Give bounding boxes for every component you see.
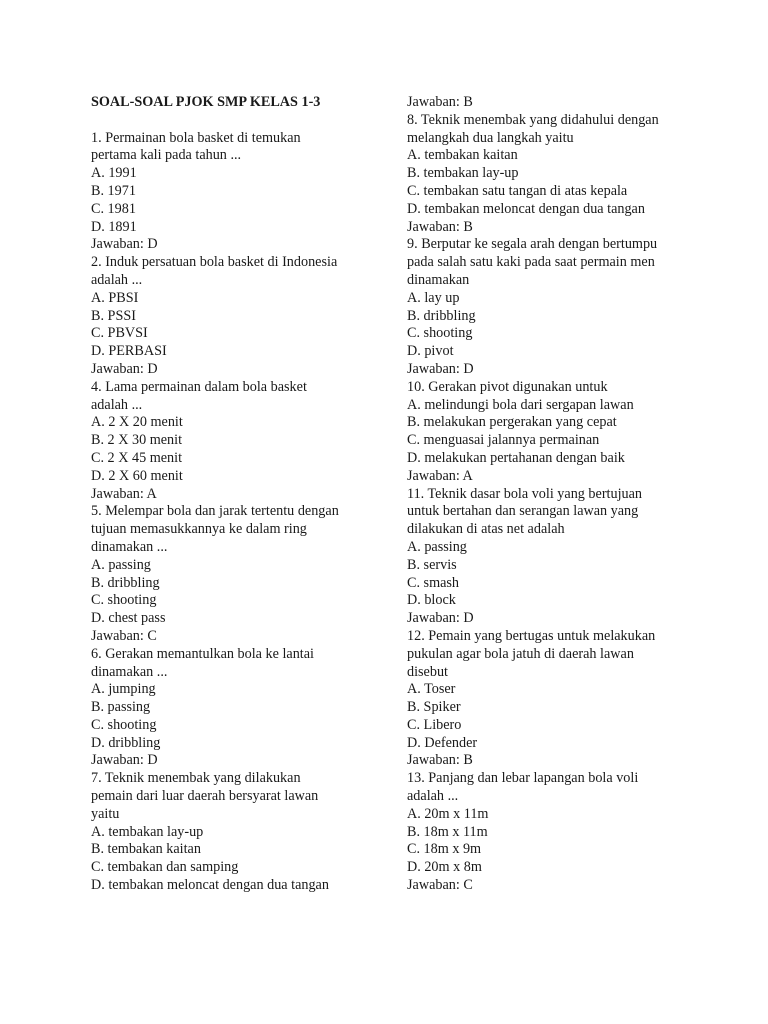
- answer-option: D. block: [407, 592, 456, 609]
- answer-option: D. 1891: [91, 218, 137, 235]
- answer-option: C. Libero: [407, 716, 462, 733]
- question-text: tujuan memasukkannya ke dalam ring: [91, 521, 307, 538]
- answer-option: B. 1971: [91, 182, 136, 199]
- answer-option: C. tembakan satu tangan di atas kepala: [407, 182, 628, 199]
- answer-option: A. 20m x 11m: [407, 805, 489, 822]
- question-text: yaitu: [91, 805, 120, 822]
- question-text: melangkah dua langkah yaitu: [407, 129, 574, 146]
- answer-option: D. tembakan meloncat dengan dua tangan: [91, 877, 329, 894]
- question-text: pada salah satu kaki pada saat permain men: [407, 254, 655, 271]
- question-block: [91, 130, 391, 255]
- answer-option: A. tembakan lay-up: [91, 823, 204, 840]
- answer-option: D. dribbling: [91, 734, 161, 751]
- answer-option: B. 2 X 30 menit: [91, 432, 183, 449]
- answer-option: B. 18m x 11m: [407, 823, 488, 840]
- question-text: 2. Induk persatuan bola basket di Indonesia: [91, 254, 338, 271]
- question-block: [91, 770, 391, 895]
- question-text: 9. Berputar ke segala arah dengan bertumpu: [407, 236, 658, 253]
- answer-option: D. chest pass: [91, 610, 166, 627]
- answer-option: A. 2 X 20 menit: [91, 414, 183, 431]
- question-text: adalah ...: [407, 788, 459, 805]
- question-block: [91, 254, 391, 379]
- question-text: 7. Teknik menembak yang dilakukan: [91, 770, 301, 787]
- answer-option: A. jumping: [91, 681, 156, 698]
- question-text: 12. Pemain yang bertugas untuk melakukan: [407, 627, 656, 644]
- answer-option: B. dribbling: [91, 574, 160, 591]
- answer-option: B. PSSI: [91, 307, 136, 324]
- question-block: [407, 628, 707, 770]
- question-block: [407, 486, 707, 628]
- left-question-list: [91, 130, 391, 895]
- answer-option: B. dribbling: [407, 307, 476, 324]
- question-text: dinamakan ...: [91, 663, 168, 680]
- answer-key: Jawaban: B: [407, 752, 473, 769]
- answer-option: A. 1991: [91, 165, 137, 182]
- right-column: [407, 94, 707, 895]
- left-column: [91, 94, 391, 895]
- question-text: dilakukan di atas net adalah: [407, 521, 565, 538]
- answer-option: D. 20m x 8m: [407, 859, 482, 876]
- answer-option: B. melakukan pergerakan yang cepat: [407, 414, 617, 431]
- question-text: 5. Melempar bola dan jarak tertentu dengan: [91, 503, 339, 520]
- answer-line-continued: Jawaban: B: [407, 94, 473, 110]
- answer-option: D. PERBASI: [91, 343, 167, 360]
- answer-option: A. lay up: [407, 289, 460, 306]
- question-text: 8. Teknik menembak yang didahului dengan: [407, 111, 659, 128]
- answer-option: A. PBSI: [91, 289, 139, 306]
- question-block: [407, 236, 707, 378]
- question-text: 13. Panjang dan lebar lapangan bola voli: [407, 770, 639, 787]
- answer-option: C. tembakan dan samping: [91, 859, 239, 876]
- answer-key: Jawaban: A: [91, 485, 157, 502]
- document-title: SOAL-SOAL PJOK SMP KELAS 1-3: [91, 94, 321, 110]
- answer-option: B. tembakan lay-up: [407, 165, 519, 182]
- question-block: [407, 770, 707, 895]
- answer-option: A. passing: [91, 556, 151, 573]
- answer-option: D. Defender: [407, 734, 478, 751]
- answer-option: C. 18m x 9m: [407, 841, 482, 858]
- answer-option: B. passing: [91, 699, 151, 716]
- answer-option: C. shooting: [407, 325, 473, 342]
- answer-option: A. passing: [407, 538, 467, 555]
- answer-option: B. tembakan kaitan: [91, 841, 201, 858]
- answer-option: B. Spiker: [407, 699, 461, 716]
- question-block: [91, 379, 391, 504]
- answer-key: Jawaban: C: [407, 877, 473, 894]
- answer-option: C. 2 X 45 menit: [91, 449, 183, 466]
- answer-option: B. servis: [407, 556, 457, 573]
- right-question-list: [407, 112, 707, 895]
- question-text: untuk bertahan dan serangan lawan yang: [407, 503, 639, 520]
- question-text: disebut: [407, 663, 448, 680]
- question-text: 1. Permainan bola basket di temukan: [91, 129, 301, 146]
- question-block: [407, 379, 707, 486]
- answer-option: C. PBVSI: [91, 325, 148, 342]
- question-text: dinamakan ...: [91, 538, 168, 555]
- question-block: [407, 112, 707, 237]
- question-text: 6. Gerakan memantulkan bola ke lantai: [91, 645, 314, 662]
- answer-option: A. Toser: [407, 681, 456, 698]
- answer-option: D. 2 X 60 menit: [91, 467, 183, 484]
- question-text: dinamakan: [407, 271, 470, 288]
- answer-key: Jawaban: A: [407, 467, 473, 484]
- answer-option: D. pivot: [407, 343, 454, 360]
- answer-option: C. shooting: [91, 592, 157, 609]
- answer-key: Jawaban: D: [91, 236, 158, 253]
- answer-key: Jawaban: D: [407, 360, 474, 377]
- question-text: pertama kali pada tahun ...: [91, 147, 242, 164]
- answer-key: Jawaban: D: [91, 360, 158, 377]
- question-block: [91, 646, 391, 771]
- question-block: [91, 503, 391, 645]
- question-text: 11. Teknik dasar bola voli yang bertujuan: [407, 485, 643, 502]
- answer-option: D. melakukan pertahanan dengan baik: [407, 449, 625, 466]
- question-text: adalah ...: [91, 271, 143, 288]
- answer-option: D. tembakan meloncat dengan dua tangan: [407, 200, 645, 217]
- answer-key: Jawaban: C: [91, 627, 157, 644]
- answer-option: A. melindungi bola dari sergapan lawan: [407, 396, 634, 413]
- answer-key: Jawaban: B: [407, 218, 473, 235]
- answer-key: Jawaban: D: [91, 752, 158, 769]
- answer-option: C. 1981: [91, 200, 136, 217]
- question-text: 10. Gerakan pivot digunakan untuk: [407, 378, 608, 395]
- question-text: 4. Lama permainan dalam bola basket: [91, 378, 307, 395]
- question-text: pukulan agar bola jatuh di daerah lawan: [407, 645, 634, 662]
- question-text: adalah ...: [91, 396, 143, 413]
- answer-option: C. shooting: [91, 716, 157, 733]
- answer-option: A. tembakan kaitan: [407, 147, 518, 164]
- answer-option: C. menguasai jalannya permainan: [407, 432, 600, 449]
- question-text: pemain dari luar daerah bersyarat lawan: [91, 788, 319, 805]
- answer-key: Jawaban: D: [407, 610, 474, 627]
- answer-option: C. smash: [407, 574, 460, 591]
